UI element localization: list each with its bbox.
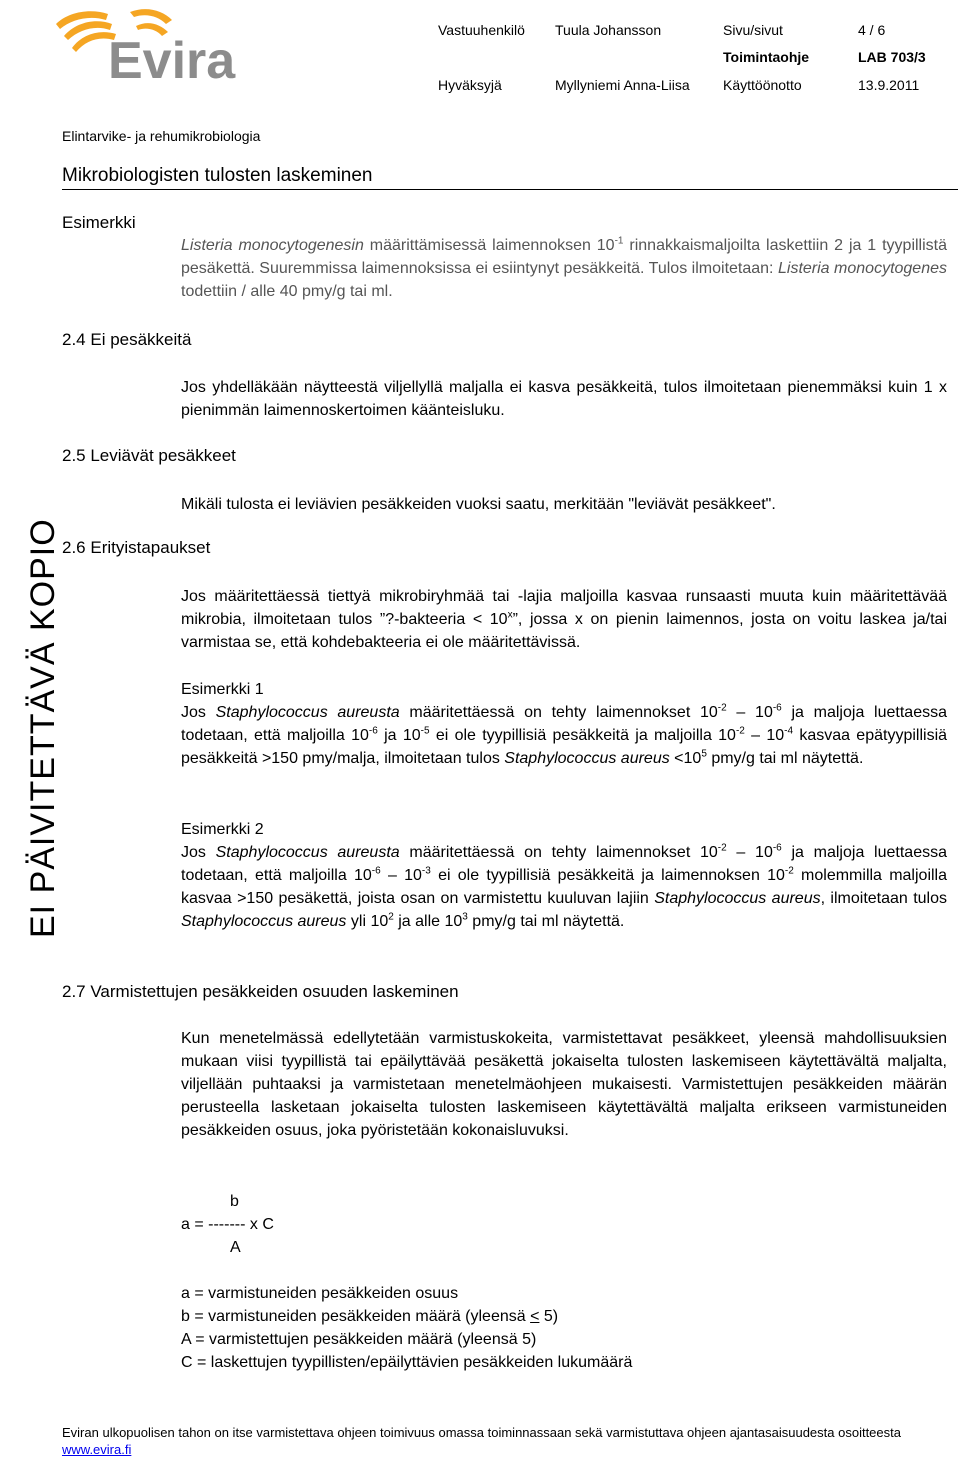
header-value-approver: Myllyniemi Anna-Liisa [555, 77, 690, 93]
header-value-owner: Tuula Johansson [555, 22, 662, 38]
watermark-text: EI PÄIVITETTÄVÄ KOPIO [24, 518, 62, 938]
definition-b: b = varmistuneiden pesäkkeiden määrä (yleensä < 5) [181, 1308, 559, 1325]
footer-text: Eviran ulkopuolisen tahon on itse varmistettava ohjeen toimivuus omassa toiminnassaan sekä varmistuttava ohjeen ajantasaisuudesta osoitteesta [62, 1425, 901, 1440]
example-2: Esimerkki 2 Jos Staphylococcus aureusta määritettäessä on tehty laimennokset $10^{-2} - 10^{-6}$ ja maljoja luettaessa todetaan, että maljoilla $10^{-6} - 10^{-3}$ ei ole tyypillisiä pesäkkeitä ja laimennoksen $10^{-2}$ molemmilla maljoilla kasvaa >150 pesäkettä, joista osan on varmistettu kuuluvan lajiin Staphylococcus aureus, ilmoitetaan tulos Staphylococcus aureus yli $10^2$ ja alle $10^3$ pmy/g tai ml näytettä. [181, 818, 947, 933]
header-value-effective: 13.9.2011 [858, 77, 920, 93]
header-label-owner: Vastuuhenkilö [438, 22, 525, 38]
section-heading-2-5: 2.5 Leviävät pesäkkeet [62, 446, 236, 465]
definition-C: C = laskettujen tyypillisten/epäilyttävien pesäkkeiden lukumäärä [181, 1354, 633, 1371]
definition-A: A = varmistettujen pesäkkeiden määrä (yleensä 5) [181, 1331, 537, 1348]
formula-definitions [181, 1282, 632, 1374]
header-value-pages: 4 / 6 [858, 22, 886, 38]
formula-denominator: A [230, 1239, 241, 1256]
header-label-effective: Käyttöönotto [723, 77, 802, 93]
header-label-approver: Hyväksyjä [438, 77, 502, 93]
formula [181, 1190, 274, 1259]
page-title: Mikrobiologisten tulosten laskeminen [62, 165, 373, 186]
definition-a: a = varmistuneiden pesäkkeiden osuus [181, 1285, 459, 1302]
formula-line: a = ------- x C [181, 1216, 274, 1233]
section-heading-2-4: 2.4 Ei pesäkkeitä [62, 330, 192, 349]
example-paragraph: Listeria monocytogenesin määrittämisessä laimennoksen $10^{-1}$ rinnakkaismaljoilta laskettiin 2 ja 1 tyypillistä pesäkettä. Suuremmissa laimennoksissa ei esiintynyt pesäkkeitä. Tulos ilmoitetaan: Listeria monocytogenes todettiin / alle 40 pmy/g tai ml. [181, 235, 948, 300]
example-2-title: Esimerkki 2 [181, 821, 264, 838]
svg-text:Evira: Evira [108, 32, 236, 90]
section-text-2-5: Mikäli tulosta ei leviävien pesäkkeiden vuoksi saatu, merkitään "leviävät pesäkkeet". [181, 496, 776, 513]
header-doc-code: LAB 703/3 [858, 49, 926, 65]
evira-logo [50, 2, 300, 92]
formula-numerator: b [230, 1193, 239, 1210]
section-text-2-4: Jos yhdelläkään näytteestä viljellyllä maljalla ei kasva pesäkkeitä, tulos ilmoitetaan pienemmäksi kuin 1 x pienimmän laimennoskertoimen käänteisluku. [181, 379, 947, 419]
section-text-2-6: Jos määritettäessä tiettyä mikrobiryhmää tai -lajia maljoilla kasvaa runsaasti muuta kuin määritettävää mikrobia, ilmoitetaan tulos ”?-bakteeria < $10^x$”, jossa x on pienin laimennos, josta on voitu laskea ja/tai varmistaa se, että kohdebakteeria ei ole määritettävissä. [181, 588, 948, 651]
section-heading-2-6: 2.6 Erityistapaukset [62, 538, 211, 557]
example-heading: Esimerkki [62, 213, 136, 232]
section-heading-2-7: 2.7 Varmistettujen pesäkkeiden osuuden laskeminen [62, 982, 459, 1001]
example-1-title: Esimerkki 1 [181, 681, 264, 698]
header-label-pages: Sivu/sivut [723, 22, 783, 38]
footer [62, 1424, 942, 1458]
footer-link[interactable]: www.evira.fi [62, 1442, 132, 1457]
section-text-2-7: Kun menetelmässä edellytetään varmistuskokeita, varmistettavat pesäkkeet, yleensä mahdollisuuksien mukaan viisi tyypillistä tai epäilyttävää pesäkettä jokaiselta tulosten laskemiseen käytettävältä maljalta, viljellään puhtaaksi ja varmistetaan menetelmäohjeen mukaisesti. Varmistettujen pesäkkeiden määrän perusteella lasketaan jokaiselta tulosten laskemiseen käytettävältä maljalta erikseen varmistuneiden pesäkkeiden osuus, joka pyöristetään kokonaisluvuksi. [181, 1030, 947, 1139]
department: Elintarvike- ja rehumikrobiologia [62, 128, 261, 144]
example-1: Esimerkki 1 Jos Staphylococcus aureusta määritettäessä on tehty laimennokset $10^{-2} - 10^{-6}$ ja maljoja luettaessa todetaan, että maljoilla $10^{-6}$ ja $10^{-5}$ ei ole tyypillisiä pesäkkeitä ja maljoilla $10^{-2} - 10^{-4}$ kasvaa epätyypillisiä pesäkkeitä >150 pmy/malja, ilmoitetaan tulos Staphylococcus aureus $<10^5$ pmy/g tai ml näytettä. [181, 678, 947, 770]
header-divider [62, 189, 958, 190]
header-doc-type: Toimintaohje [723, 49, 810, 65]
